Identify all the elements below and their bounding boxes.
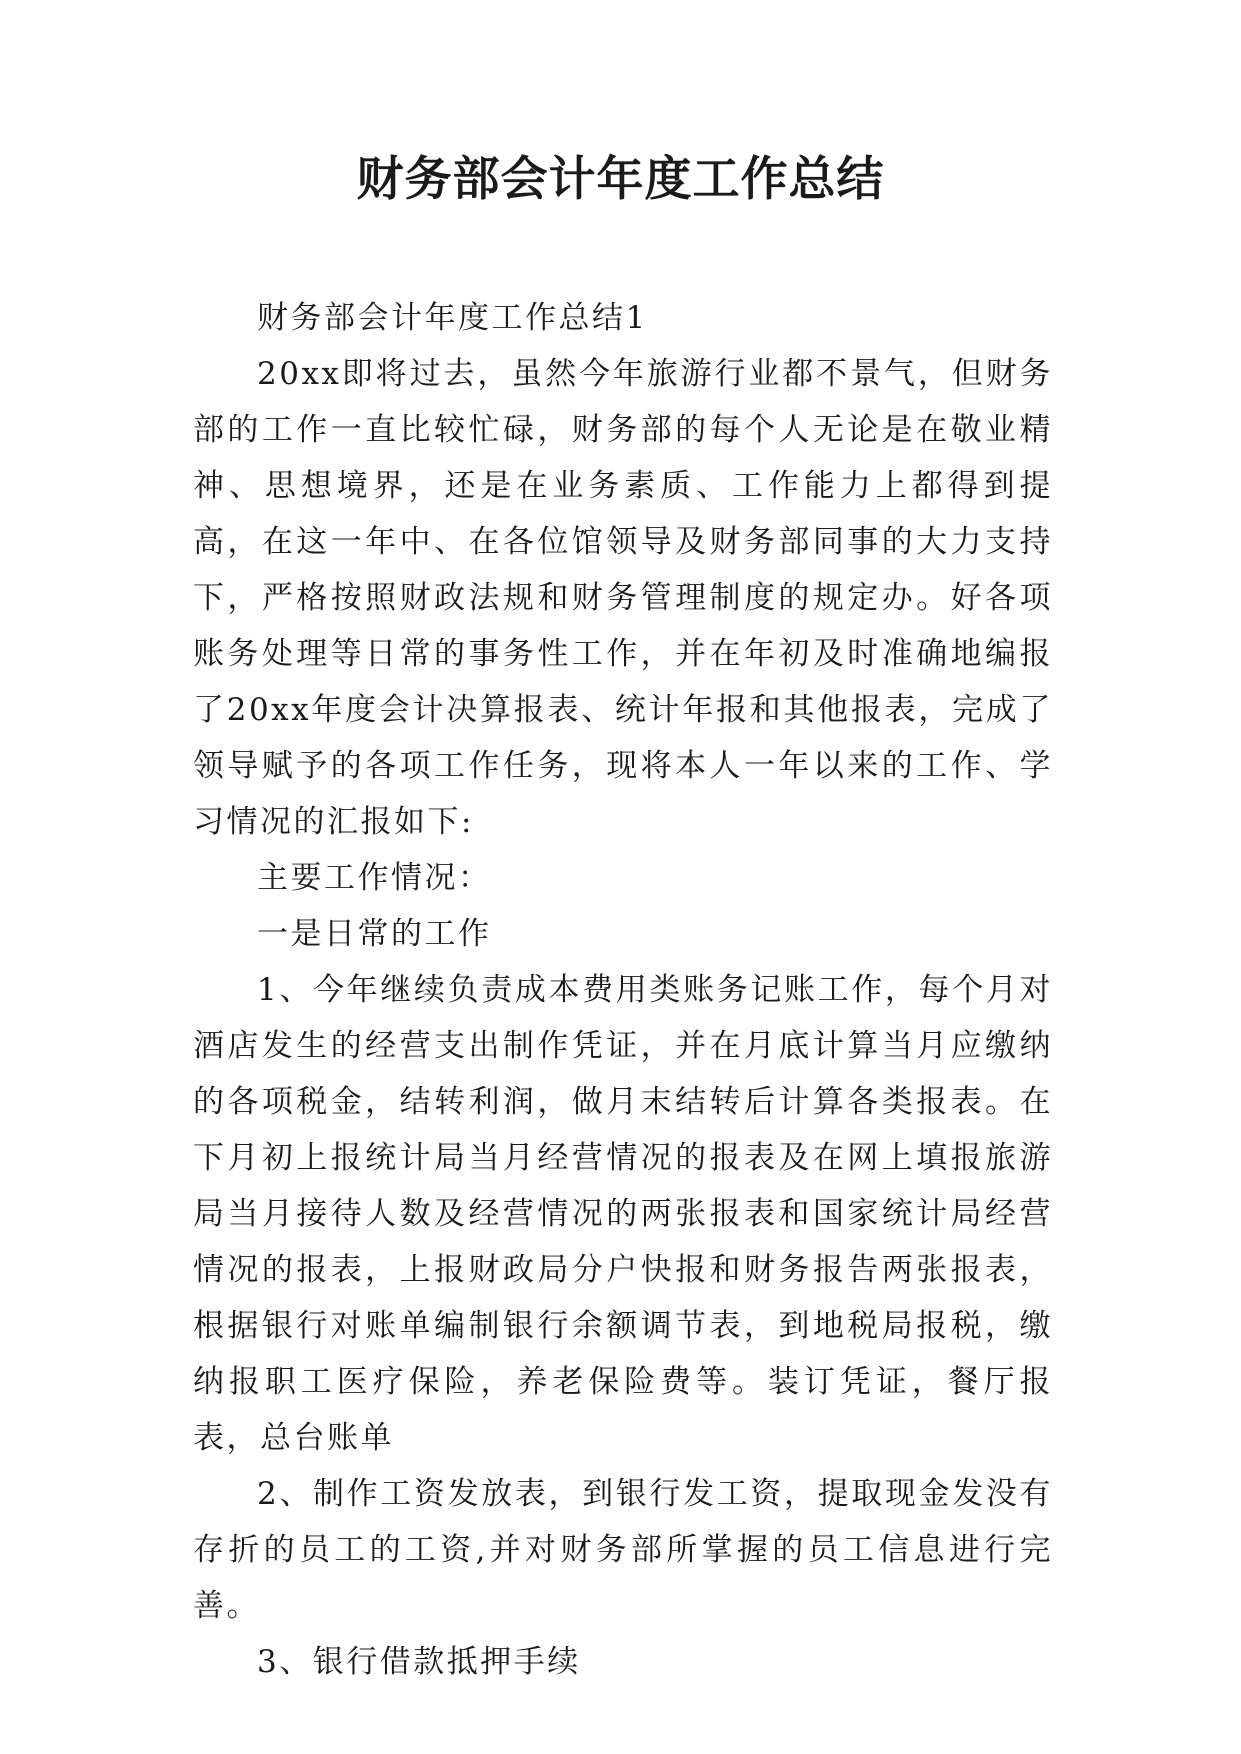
main-work-heading: 主要工作情况：	[257, 860, 492, 896]
document-body	[193, 290, 1053, 1690]
item-2-paragraph: 2、制作工资发放表，到银行发工资，提取现金发没有存折的员工的工资,并对财务部所掌握的员工信息进行完善。	[193, 1476, 1053, 1624]
section-heading: 财务部会计年度工作总结1	[257, 300, 648, 336]
daily-work-heading: 一是日常的工作	[257, 916, 492, 952]
intro-paragraph: 20xx即将过去，虽然今年旅游行业都不景气，但财务部的工作一直比较忙碌，财务部的每个人无论是在敬业精神、思想境界，还是在业务素质、工作能力上都得到提高，在这一年中、在各位馆领导及财务部同事的大力支持下，严格按照财政法规和财务管理制度的规定办。好各项账务处理等日常的事务性工作，并在年初及时准确地编报了20xx年度会计决算报表、统计年报和其他报表，完成了领导赋予的各项工作任务，现将本人一年以来的工作、学习情况的汇报如下:	[193, 356, 1053, 840]
item-3-paragraph: 3、银行借款抵押手续	[257, 1644, 581, 1680]
document-title: 财务部会计年度工作总结	[356, 152, 885, 207]
item-1-paragraph: 1、今年继续负责成本费用类账务记账工作，每个月对酒店发生的经营支出制作凭证，并在月底计算当月应缴纳的各项税金，结转利润，做月末结转后计算各类报表。在下月初上报统计局当月经营情况的报表及在网上填报旅游局当月接待人数及经营情况的两张报表和国家统计局经营情况的报表，上报财政局分户快报和财务报告两张报表，根据银行对账单编制银行余额调节表，到地税局报税，缴纳报职工医疗保险，养老保险费等。装订凭证，餐厅报表，总台账单	[193, 972, 1053, 1456]
